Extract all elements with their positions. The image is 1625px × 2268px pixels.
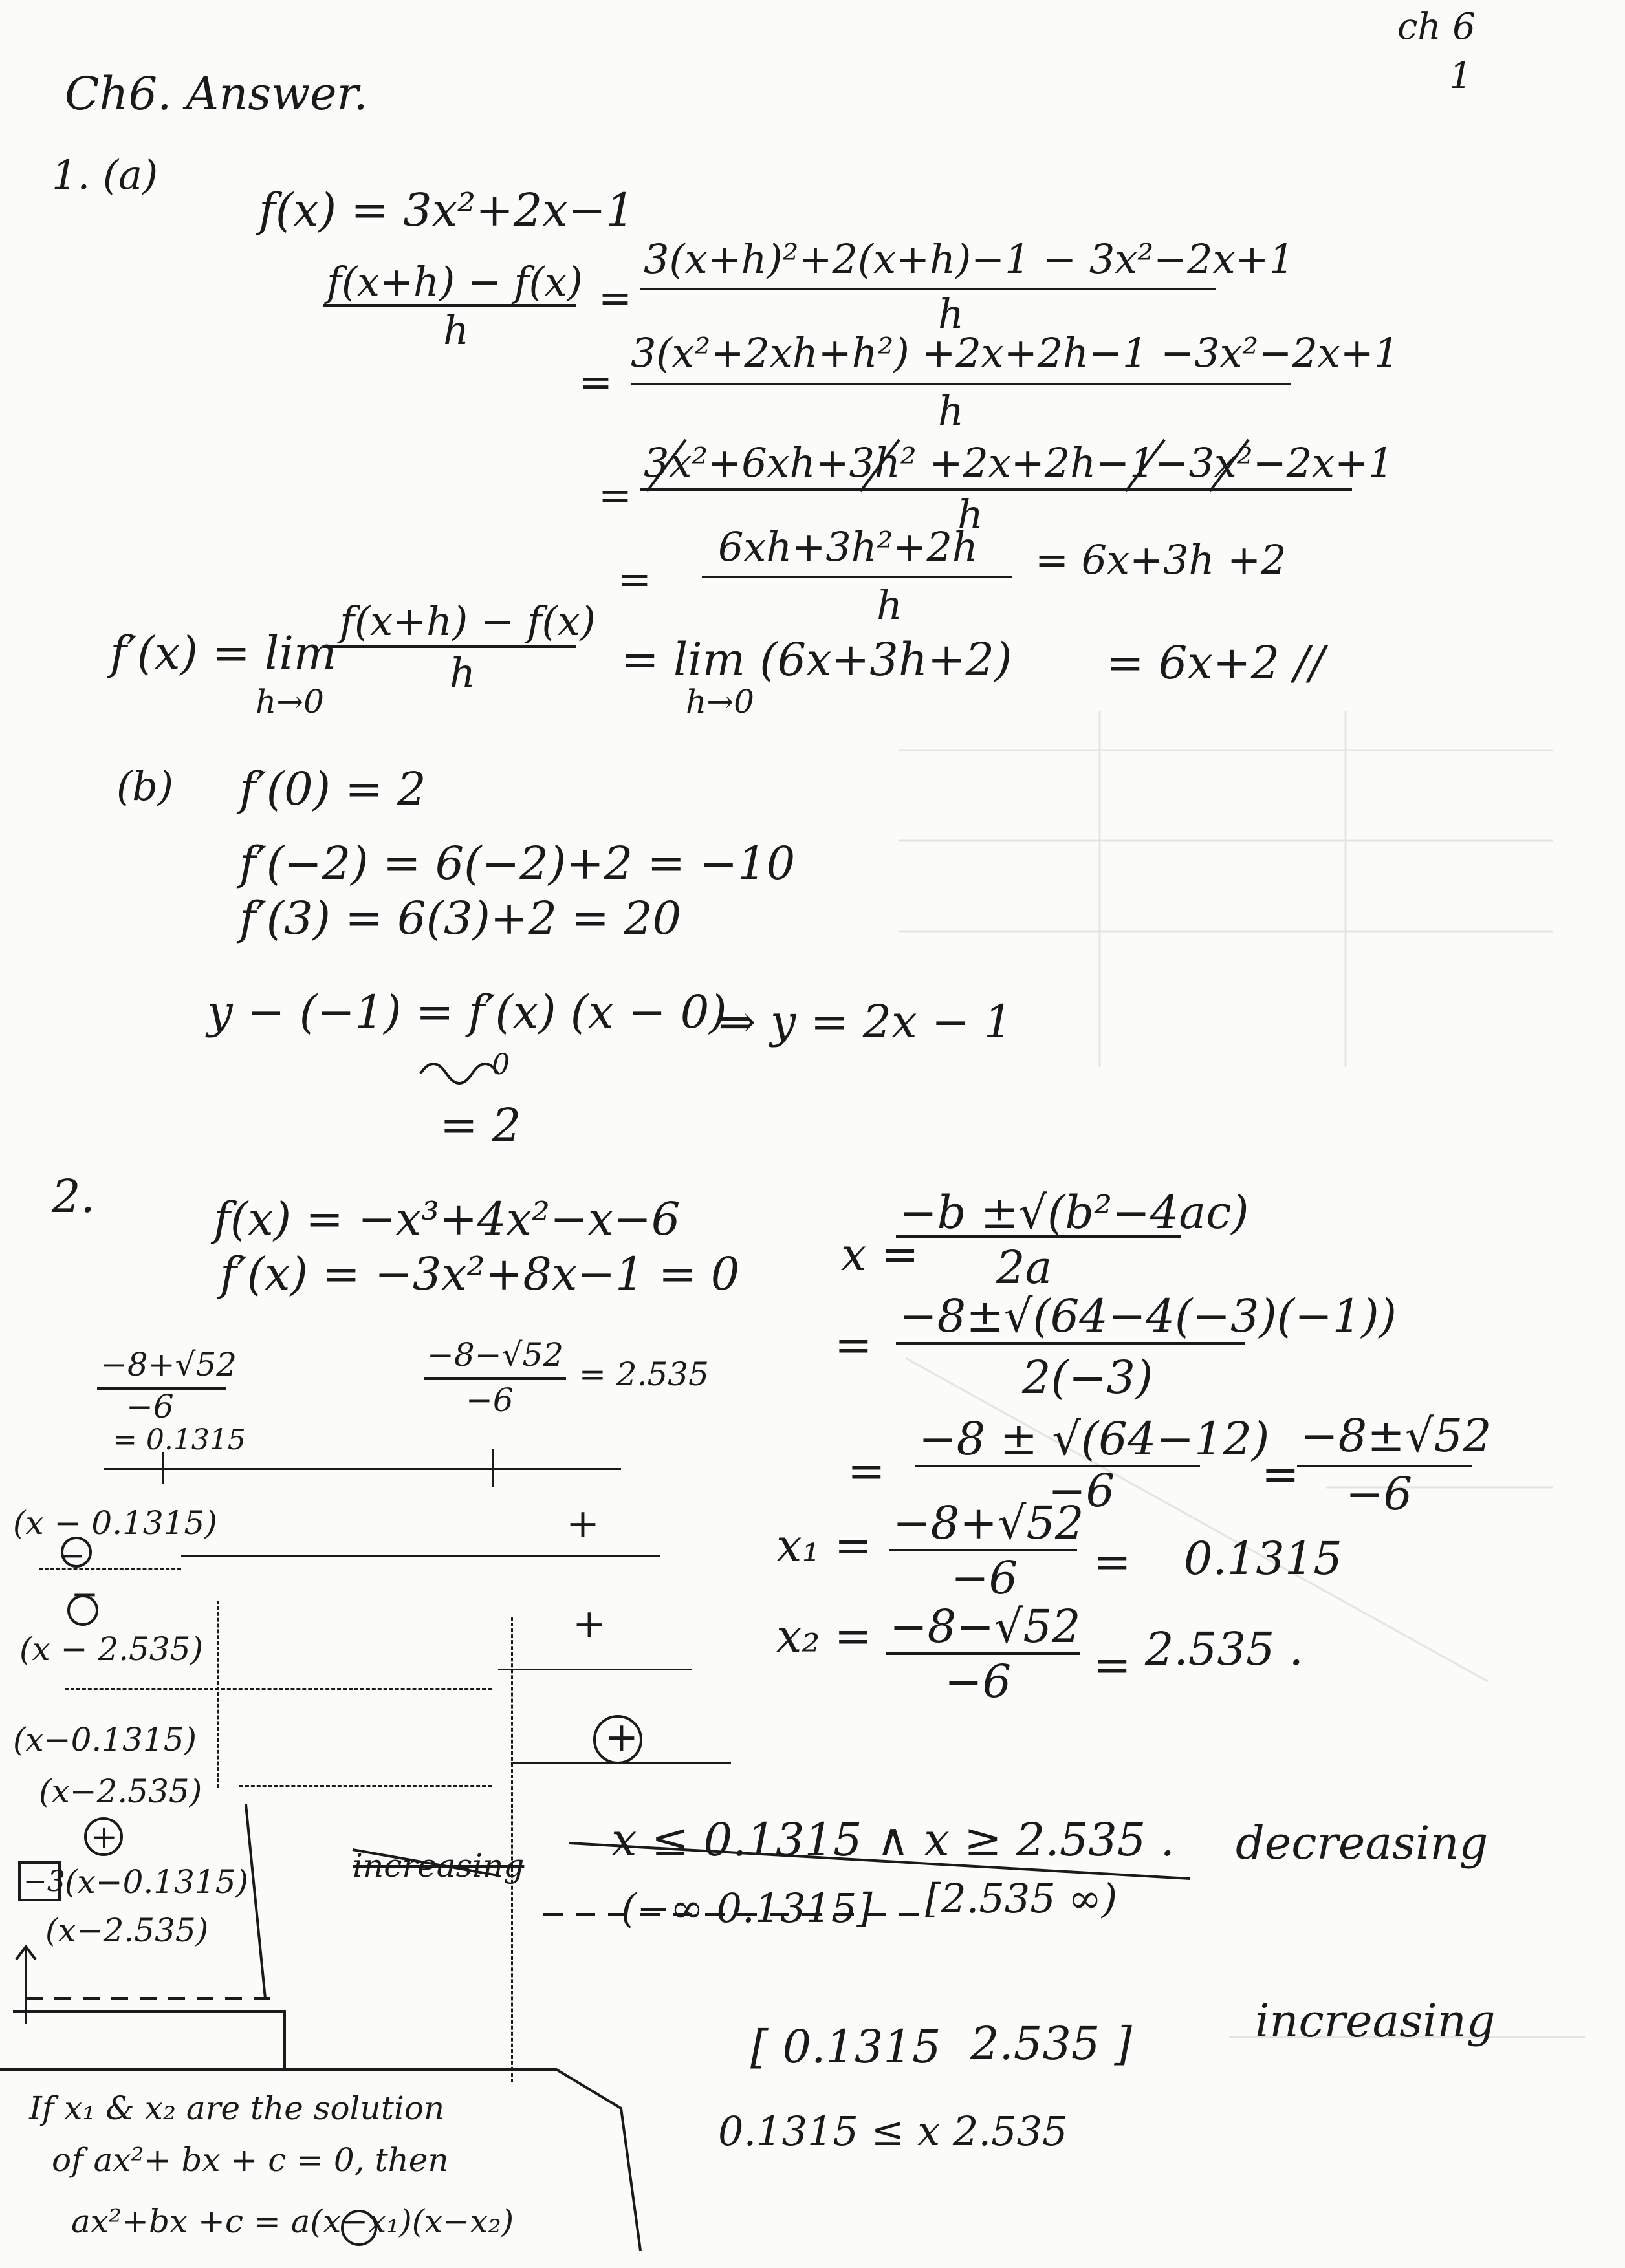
step4-denominator: h — [877, 581, 902, 629]
quad-lhs: x = — [841, 1228, 919, 1281]
equals-sign: = — [598, 471, 632, 519]
root1-value: = 0.1315 — [113, 1423, 246, 1456]
equals-sign: = — [598, 274, 632, 321]
root2-numerator: −8−√52 — [427, 1336, 564, 1374]
increasing-interval-b: 2.535 ] — [970, 2017, 1132, 2070]
quad3-numerator: −8 ± √(64−12) — [919, 1412, 1270, 1465]
decreasing-interval-2: [2.535 ∞) — [925, 1875, 1118, 1922]
page-title: Ch6. Answer. — [65, 67, 368, 120]
equals-sign: = — [579, 358, 613, 405]
quad2-numerator: −8±√(64−4(−3)(−1)) — [899, 1290, 1397, 1343]
derivative-limit-sub: h→0 — [256, 683, 324, 720]
sign-row4-factor-a: (x−0.1315) — [65, 1863, 249, 1901]
root1-numerator: −8+√52 — [100, 1346, 237, 1383]
quad3-rhs-denominator: −6 — [1346, 1467, 1413, 1520]
tangent-sub: 0 — [492, 1048, 510, 1081]
x1-numerator: −8+√52 — [893, 1496, 1084, 1550]
step2-denominator: h — [938, 387, 964, 435]
decreasing-condition: x ≤ 0.1315 ∧ x ≥ 2.535 . — [611, 1813, 1175, 1866]
quad-denominator: 2a — [996, 1241, 1052, 1294]
step1-denominator: h — [938, 290, 964, 338]
derivative-rhs: = lim (6x+3h+2) — [621, 633, 1012, 686]
step4-numerator: 6xh+3h²+2h — [718, 523, 978, 570]
derivative-numerator: f(x+h) − f(x) — [340, 598, 596, 645]
sign-row4-factor-b: (x−2.535) — [45, 1912, 209, 1949]
q2-label: 2. — [52, 1170, 95, 1223]
q2-function: f(x) = −x³+4x²−x−6 — [213, 1193, 681, 1246]
x2-value: 2.535 . — [1145, 1623, 1303, 1676]
sign-row4-coefficient: −3 — [23, 1865, 65, 1898]
equals-sign: = — [1093, 1535, 1131, 1588]
sign-row3-factor-a: (x−0.1315) — [13, 1721, 197, 1758]
step1-numerator: 3(x+h)²+2(x+h)−1 − 3x²−2x+1 — [644, 235, 1294, 283]
dq-numerator: f(x+h) − f(x) — [327, 258, 583, 305]
q1b-label: (b) — [116, 762, 174, 810]
derivative-rhs-sub: h→0 — [686, 683, 754, 720]
q1a-label: 1. (a) — [52, 151, 158, 199]
sign-row2-factor: (x − 2.535) — [19, 1630, 204, 1668]
derivative-result: = 6x+2 // — [1106, 636, 1325, 689]
decreasing-interval-1: (−∞ 0.1315] — [621, 1885, 873, 1932]
sign-row1-positive: + — [566, 1500, 600, 1547]
x1-denominator: −6 — [951, 1551, 1018, 1604]
x2-denominator: −6 — [944, 1655, 1012, 1708]
step2-numerator: 3(x²+2xh+h²) +2x+2h−1 −3x²−2x+1 — [631, 329, 1400, 376]
sign-row2-positive: + — [573, 1600, 606, 1647]
factor-note-line3: ax²+bx +c = a(x−x₁)(x−x₂) — [71, 2203, 514, 2240]
page-number: 1 — [1449, 55, 1472, 97]
crossed-out-word: increasing — [353, 1847, 525, 1885]
sign-row3-positive-right: + — [605, 1713, 638, 1760]
sign-row2-negative: − — [71, 1575, 98, 1613]
root2-value: = 2.535 — [579, 1355, 709, 1393]
x2-lhs: x₂ = — [776, 1610, 873, 1663]
derivative-lhs: f′(x) = lim — [110, 627, 337, 680]
equals-sign: = — [618, 556, 651, 603]
factor-note-line2: of ax²+ bx + c = 0, then — [52, 2141, 449, 2179]
chapter-mark: ch 6 — [1397, 6, 1476, 48]
equals-sign: = — [834, 1319, 873, 1372]
sign-row3-positive-left: + — [91, 1818, 118, 1855]
tangent-line-equation: y − (−1) = f′(x) (x − 0) — [207, 986, 727, 1039]
increasing-label: increasing — [1255, 1994, 1496, 2047]
x1-value: 0.1315 — [1184, 1532, 1342, 1585]
equals-sign: = — [1093, 1639, 1131, 1692]
derivative-denominator: h — [450, 649, 475, 697]
x1-lhs: x₁ = — [776, 1519, 873, 1572]
tangent-result: ⇒ y = 2x − 1 — [718, 995, 1013, 1048]
dq-denominator: h — [443, 307, 469, 354]
q1b-line1: f′(0) = 2 — [239, 762, 426, 815]
quad-numerator: −b ±√(b²−4ac) — [899, 1186, 1249, 1239]
step3-numerator: 3x²+6xh+3h² +2x+2h−1−3x²−2x+1 — [644, 439, 1394, 486]
root2-denominator: −6 — [466, 1381, 514, 1419]
q1b-line3: f′(3) = 6(3)+2 = 20 — [239, 892, 682, 945]
equals-sign: = — [1261, 1448, 1300, 1501]
q2-derivative: f′(x) = −3x²+8x−1 = 0 — [220, 1247, 740, 1301]
q1b-line2: f′(−2) = 6(−2)+2 = −10 — [239, 837, 796, 890]
x2-numerator: −8−√52 — [889, 1600, 1081, 1653]
q1a-function: f(x) = 3x²+2x−1 — [259, 184, 635, 237]
decreasing-label: decreasing — [1236, 1817, 1489, 1870]
increasing-interval-a: [ 0.1315 — [750, 2020, 941, 2073]
increasing-condition: 0.1315 ≤ x 2.535 — [718, 2108, 1068, 2155]
quad2-denominator: 2(−3) — [1022, 1351, 1153, 1404]
quad3-denominator: −6 — [1048, 1464, 1115, 1517]
sign-row1-factor: (x − 0.1315) — [13, 1504, 217, 1542]
quad3-rhs-numerator: −8±√52 — [1300, 1409, 1492, 1462]
step3-denominator: h — [957, 491, 983, 538]
equals-sign: = — [847, 1445, 886, 1498]
root1-denominator: −6 — [126, 1388, 174, 1425]
factor-note-line1: If x₁ & x₂ are the solution — [29, 2090, 445, 2127]
slope-note: = 2 — [440, 1099, 521, 1152]
sign-row1-negative: − — [58, 1537, 85, 1574]
sign-row3-factor-b: (x−2.535) — [39, 1773, 202, 1810]
step4-result: = 6x+3h +2 — [1035, 536, 1287, 583]
